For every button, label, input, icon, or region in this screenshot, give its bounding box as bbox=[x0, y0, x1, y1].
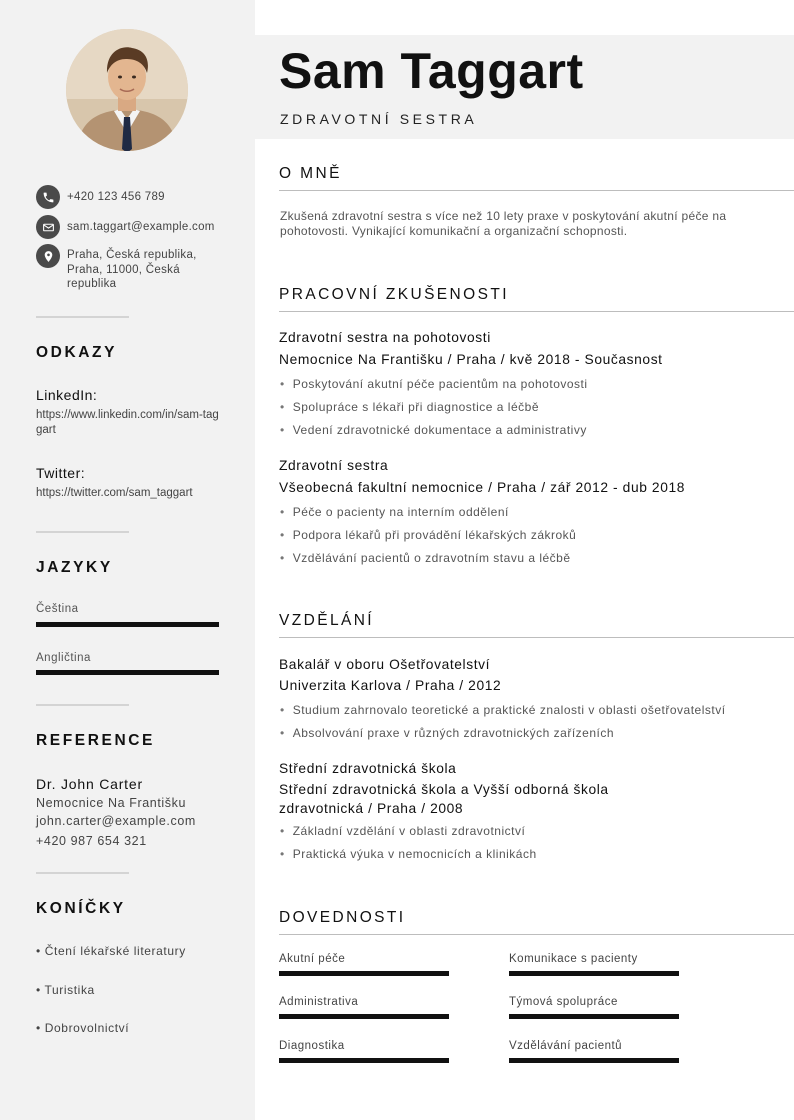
about-text: Zkušená zdravotní sestra s více než 10 lety praxe v poskytování akutní péče na pohotovosti. Vynikající komunikační a organizační schopnosti. bbox=[280, 209, 727, 238]
job-bullet: • Spolupráce s lékaři při diagnostice a léčbě bbox=[280, 400, 539, 414]
education-bullet: • Praktická výuka v nemocnicích a klinikách bbox=[280, 847, 537, 861]
experience-heading: PRACOVNÍ ZKUŠENOSTI bbox=[279, 286, 509, 303]
skill-level-bar bbox=[279, 1014, 449, 1019]
skill-level-bar bbox=[509, 1014, 679, 1019]
skill-name: Diagnostika bbox=[279, 1040, 345, 1052]
hobby-item: • Čtení lékařské literatury bbox=[36, 944, 186, 958]
hobby-text: Dobrovolnictví bbox=[44, 1021, 130, 1035]
profile-photo bbox=[66, 29, 188, 151]
section-rule bbox=[279, 311, 794, 312]
education-bullet: • Základní vzdělání v oblasti zdravotnictví bbox=[280, 824, 525, 838]
skill-name: Vzdělávání pacientů bbox=[509, 1040, 623, 1052]
hobby-text: Čtení lékařské literatury bbox=[44, 944, 186, 958]
job-title: ZDRAVOTNÍ SESTRA bbox=[280, 111, 478, 127]
skills-heading: DOVEDNOSTI bbox=[279, 909, 406, 926]
skill-name: Týmová spolupráce bbox=[509, 996, 618, 1008]
language-level-bar bbox=[36, 670, 219, 675]
section-rule bbox=[279, 190, 794, 191]
phone-icon bbox=[36, 185, 60, 209]
candidate-name: Sam Taggart bbox=[279, 43, 584, 99]
language-name: Angličtina bbox=[36, 652, 91, 664]
address-text: Praha, Česká republika, Praha, 11000, Česká republika bbox=[67, 249, 197, 290]
contact-address bbox=[36, 244, 207, 292]
email-icon bbox=[36, 215, 60, 239]
links-heading: ODKAZY bbox=[36, 344, 118, 361]
references-heading: REFERENCE bbox=[36, 732, 155, 749]
job-details: Nemocnice Na Františku / Praha / kvě 2018 - Současnost bbox=[279, 352, 663, 367]
sidebar-divider bbox=[36, 531, 129, 533]
sidebar-divider bbox=[36, 872, 129, 874]
reference-email[interactable]: john.carter@example.com bbox=[36, 814, 196, 828]
hobby-text: Turistika bbox=[44, 983, 95, 997]
hobby-item: • Dobrovolnictví bbox=[36, 1021, 130, 1035]
job-position: Zdravotní sestra bbox=[279, 458, 389, 473]
section-rule bbox=[279, 637, 794, 638]
hobby-item: • Turistika bbox=[36, 983, 95, 997]
section-rule bbox=[279, 934, 794, 935]
twitter-label: Twitter: bbox=[36, 465, 86, 481]
twitter-link[interactable]: https://twitter.com/sam_taggart bbox=[36, 487, 193, 499]
job-position: Zdravotní sestra na pohotovosti bbox=[279, 330, 491, 345]
education-heading: VZDĚLÁNÍ bbox=[279, 612, 374, 629]
language-level-bar bbox=[36, 622, 219, 627]
contact-phone bbox=[36, 185, 217, 209]
about-heading: O MNĚ bbox=[279, 165, 342, 182]
skill-level-bar bbox=[509, 1058, 679, 1063]
reference-organization: Nemocnice Na Františku bbox=[36, 796, 187, 810]
phone-text: +420 123 456 789 bbox=[67, 191, 165, 203]
reference-phone: +420 987 654 321 bbox=[36, 834, 147, 848]
skill-level-bar bbox=[279, 1058, 449, 1063]
skill-name: Komunikace s pacienty bbox=[509, 953, 638, 965]
job-details: Všeobecná fakultní nemocnice / Praha / zář 2012 - dub 2018 bbox=[279, 480, 686, 495]
hobbies-heading: KONÍČKY bbox=[36, 900, 126, 917]
linkedin-label: LinkedIn: bbox=[36, 387, 98, 403]
education-bullet: • Studium zahrnovalo teoretické a praktické znalosti v oblasti ošetřovatelství bbox=[280, 703, 726, 717]
education-degree: Střední zdravotnická škola bbox=[279, 761, 457, 776]
education-details: Univerzita Karlova / Praha / 2012 bbox=[279, 678, 502, 693]
location-pin-icon bbox=[36, 244, 60, 268]
reference-name: Dr. John Carter bbox=[36, 776, 143, 792]
job-bullet: • Poskytování akutní péče pacientům na pohotovosti bbox=[280, 377, 588, 391]
contact-email bbox=[36, 215, 217, 239]
sidebar-divider bbox=[36, 316, 129, 318]
education-degree: Bakalář v oboru Ošetřovatelství bbox=[279, 657, 491, 672]
email-text[interactable]: sam.taggart@example.com bbox=[67, 221, 215, 233]
linkedin-link[interactable]: https://www.linkedin.com/in/sam-taggart bbox=[36, 409, 219, 436]
job-bullet: • Péče o pacienty na interním oddělení bbox=[280, 505, 509, 519]
job-bullet: • Podpora lékařů při provádění lékařských zákroků bbox=[280, 528, 576, 542]
language-name: Čeština bbox=[36, 603, 79, 615]
job-bullet: • Vedení zdravotnické dokumentace a administrativy bbox=[280, 423, 587, 437]
education-details: Střední zdravotnická škola a Vyšší odborná škola zdravotnická / Praha / 2008 bbox=[279, 782, 609, 816]
languages-heading: JAZYKY bbox=[36, 559, 113, 576]
skill-name: Administrativa bbox=[279, 996, 359, 1008]
skill-level-bar bbox=[279, 971, 449, 976]
education-bullet: • Absolvování praxe v různých zdravotnických zařízeních bbox=[280, 726, 614, 740]
sidebar-divider bbox=[36, 704, 129, 706]
skill-name: Akutní péče bbox=[279, 953, 346, 965]
skill-level-bar bbox=[509, 971, 679, 976]
job-bullet: • Vzdělávání pacientů o zdravotním stavu a léčbě bbox=[280, 551, 571, 565]
